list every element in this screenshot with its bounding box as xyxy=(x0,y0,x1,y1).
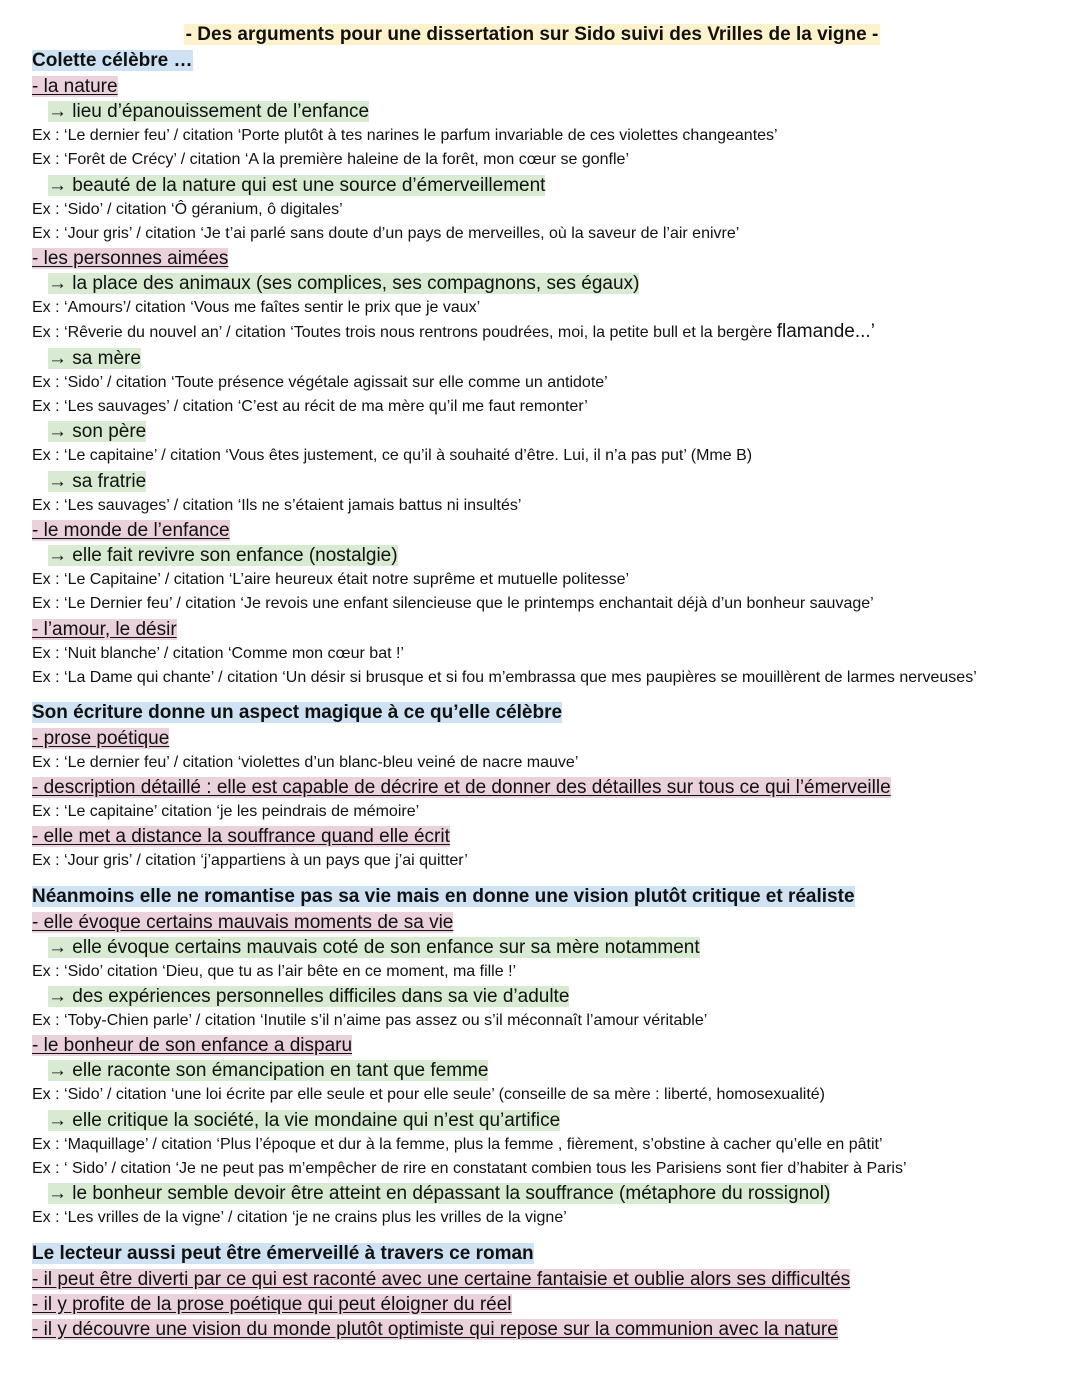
arrow-point-text: → elle fait revivre son enfance (nostalgie) xyxy=(48,544,398,566)
arrow-point xyxy=(32,419,1062,444)
arrow-point-text: → lieu d’épanouissement de l’enfance xyxy=(48,101,370,122)
section-gap xyxy=(32,874,1062,884)
example-line xyxy=(32,198,1062,222)
subheading xyxy=(32,910,1062,935)
example-line xyxy=(32,444,1062,468)
example-text: Ex : ‘Les sauvages’ / citation ‘C’est au récit de ma mère qu’il me faut remonter’ xyxy=(32,398,588,416)
arrow-point xyxy=(32,346,1062,371)
example-text: Ex : ‘Jour gris’ / citation ‘j’appartiens à un pays que j’ai quitter’ xyxy=(32,852,468,870)
arrow-point-text: → beauté de la nature qui est une source d’émerveillement xyxy=(48,174,546,196)
subheading-text: - il y profite de la prose poétique qui peut éloigner du réel xyxy=(32,1293,512,1315)
example-text: Ex : ‘Le capitaine’ / citation ‘Vous êtes justement, ce qu’il à souhaité d’être. Lui, il n’a pas put’ (Mme B) xyxy=(32,447,753,465)
document xyxy=(32,22,1062,1342)
section-gap xyxy=(32,1231,1062,1241)
section-heading xyxy=(32,700,1062,726)
example-text: Ex : ‘Le Dernier feu’ / citation ‘Je revois une enfant silencieuse que le printemps enchantait déjà d’un bonheur sauvage’ xyxy=(32,595,874,613)
example-text: Ex : ‘Le dernier feu’ / citation ‘violettes d’un blanc-bleu veiné de nacre mauve’ xyxy=(32,753,579,771)
subheading-text: - il y découvre une vision du monde plutôt optimiste qui repose sur la communion avec la nature xyxy=(32,1318,838,1340)
subheading-text: - elle met a distance la souffrance quand elle écrit xyxy=(32,826,450,848)
example-line xyxy=(32,800,1062,824)
example-text: Ex : ‘Forêt de Crécy’ / citation ‘A la première haleine de la forêt, mon cœur se gonfle’ xyxy=(32,151,630,169)
example-line xyxy=(32,666,1012,690)
example-line xyxy=(32,371,1062,395)
example-text: Ex : ‘Les sauvages’ / citation ‘Ils ne s’étaient jamais battus ni insultés’ xyxy=(32,496,522,514)
sections-container xyxy=(32,48,1062,1342)
subheading xyxy=(32,246,1062,271)
arrow-point-text: → le bonheur semble devoir être atteint en dépassant la souffrance (métaphore du rossignol) xyxy=(48,1183,831,1205)
arrow-point xyxy=(32,1181,1062,1206)
subheading xyxy=(32,1033,1062,1058)
arrow-point xyxy=(32,1108,1062,1133)
subheading-text: - les personnes aimées xyxy=(32,248,229,270)
subheading xyxy=(32,824,1062,849)
example-text: Ex : ‘Nuit blanche’ / citation ‘Comme mon cœur bat !’ xyxy=(32,644,404,662)
example-line xyxy=(32,1206,1062,1230)
arrow-point-text: → la place des animaux (ses complices, ses compagnons, ses égaux) xyxy=(48,273,640,295)
arrow-point-text: → elle critique la société, la vie mondaine qui n’est qu’artifice xyxy=(48,1109,561,1131)
subheading-text: - prose poétique xyxy=(32,727,170,749)
example-text: Ex : ‘Les vrilles de la vigne’ / citation ‘je ne crains plus les vrilles de la vigne’ xyxy=(32,1209,567,1227)
arrow-point-text: → elle évoque certains mauvais coté de son enfance sur sa mère notamment xyxy=(48,936,700,958)
subheading-text: - le bonheur de son enfance a disparu xyxy=(32,1035,353,1057)
arrow-point xyxy=(32,543,1062,568)
example-line xyxy=(32,296,1062,320)
arrow-point xyxy=(32,984,1062,1009)
subheading xyxy=(32,775,1062,800)
example-line xyxy=(32,395,1062,419)
arrow-point-text: → elle raconte son émancipation en tant que femme xyxy=(48,1060,489,1082)
arrow-point xyxy=(32,173,1062,198)
example-text: Ex : ‘Jour gris’ / citation ‘Je t’ai parlé sans doute d’un pays de merveilles, où la saveur de l’air enivre’ xyxy=(32,224,740,242)
example-text: Ex : ‘Sido’ / citation ‘Ô géranium, ô digitales’ xyxy=(32,200,343,218)
example-text: Ex : ‘Toby-Chien parle’ / citation ‘Inutile s’il n’aime pas assez ou s’il méconnaît l’amour véritable’ xyxy=(32,1012,708,1030)
document-title xyxy=(2,22,1062,48)
section-gap xyxy=(32,690,1062,700)
example-text: Ex : ‘ Sido’ / citation ‘Je ne peut pas m’empêcher de rire en constatant combien tous les Parisiens sont fier d’habiter à Paris’ xyxy=(32,1159,907,1177)
section-heading-text: Le lecteur aussi peut être émerveillé à travers ce roman xyxy=(32,1242,534,1264)
arrow-point-text: → des expériences personnelles difficiles dans sa vie d’adulte xyxy=(48,986,570,1008)
subheading xyxy=(32,518,1062,543)
subheading xyxy=(32,1317,1062,1342)
arrow-point xyxy=(32,1058,1062,1083)
example-line xyxy=(32,1157,1062,1181)
example-line xyxy=(32,1133,1062,1157)
example-line xyxy=(32,642,1062,666)
example-text: Ex : ‘Amours’/ citation ‘Vous me faîtes sentir le prix que je vaux’ xyxy=(32,299,481,317)
section-heading xyxy=(32,48,1062,74)
subheading-text: - description détaillé : elle est capable de décrire et de donner des détailles sur tous ce qui l’émerveille xyxy=(32,777,891,799)
document-title-text: - Des arguments pour une dissertation sur Sido suivi des Vrilles de la vigne - xyxy=(185,24,879,45)
subheading xyxy=(32,74,1062,99)
example-line xyxy=(32,494,1062,518)
subheading-text: - la nature xyxy=(32,76,118,97)
arrow-point xyxy=(32,99,1062,124)
example-line xyxy=(32,592,1062,616)
example-line xyxy=(32,124,1062,148)
section-heading-text: Colette célèbre … xyxy=(32,50,193,71)
subheading xyxy=(32,726,1062,751)
section-heading xyxy=(32,1241,1062,1267)
example-line xyxy=(32,222,1062,246)
example-line xyxy=(32,849,1062,873)
arrow-point-text: → sa fratrie xyxy=(48,470,147,492)
example-text: Ex : ‘Le capitaine’ citation ‘je les peindrais de mémoire’ xyxy=(32,803,420,821)
arrow-point xyxy=(32,935,1062,960)
subheading-text: - il peut être diverti par ce qui est raconté avec une certaine fantaisie et oublie alors ses difficultés xyxy=(32,1268,851,1290)
example-text: Ex : ‘Le Capitaine’ / citation ‘L’aire heureux était notre suprême et mutuelle politesse’ xyxy=(32,570,630,588)
example-text: Ex : ‘Sido’ / citation ‘Toute présence végétale agissait sur elle comme un antidote’ xyxy=(32,373,608,391)
subheading xyxy=(32,1267,1062,1292)
subheading-text: - l’amour, le désir xyxy=(32,618,177,640)
example-text: Ex : ‘Rêverie du nouvel an’ / citation ‘Toutes trois nous rentrons poudrées, moi, la petite bull et la bergère xyxy=(32,324,777,342)
arrow-point-text: → sa mère xyxy=(48,347,141,369)
example-line xyxy=(32,148,1062,172)
example-text-large: flamande...’ xyxy=(776,321,875,343)
example-line xyxy=(32,568,1062,592)
subheading-text: - le monde de l’enfance xyxy=(32,519,230,541)
example-text: Ex : ‘Maquillage’ / citation ‘Plus l’époque et dur à la femme, plus la femme , fièrement, s’obstine à cacher qu’elle en pâtit’ xyxy=(32,1135,883,1153)
example-line xyxy=(32,1083,1062,1107)
arrow-point-text: → son père xyxy=(48,421,147,443)
example-text: Ex : ‘Sido’ / citation ‘une loi écrite par elle seule et pour elle seule’ (conseille de sa mère : liberté, homosexualité) xyxy=(32,1086,825,1104)
section-heading-text: Son écriture donne un aspect magique à ce qu’elle célèbre xyxy=(32,701,563,723)
arrow-point xyxy=(32,469,1062,494)
example-text: Ex : ‘Sido’ citation ‘Dieu, que tu as l’air bête en ce moment, ma fille !’ xyxy=(32,962,517,980)
example-text: Ex : ‘La Dame qui chante’ / citation ‘Un désir si brusque et si fou m’embrassa que mes paupières se mouillèrent de larmes nerveuses’ xyxy=(32,668,977,686)
example-line xyxy=(32,320,1062,345)
subheading-text: - elle évoque certains mauvais moments de sa vie xyxy=(32,911,454,933)
section-heading xyxy=(32,884,1062,910)
subheading xyxy=(32,617,1062,642)
example-line xyxy=(32,960,1062,984)
section-heading-text: Néanmoins elle ne romantise pas sa vie mais en donne une vision plutôt critique et réaliste xyxy=(32,885,855,907)
example-line xyxy=(32,1009,1062,1033)
subheading xyxy=(32,1292,1062,1317)
example-text: Ex : ‘Le dernier feu’ / citation ‘Porte plutôt à tes narines le parfum invariable de ces violettes changeantes’ xyxy=(32,127,778,144)
example-line xyxy=(32,751,1062,775)
arrow-point xyxy=(32,271,1062,296)
